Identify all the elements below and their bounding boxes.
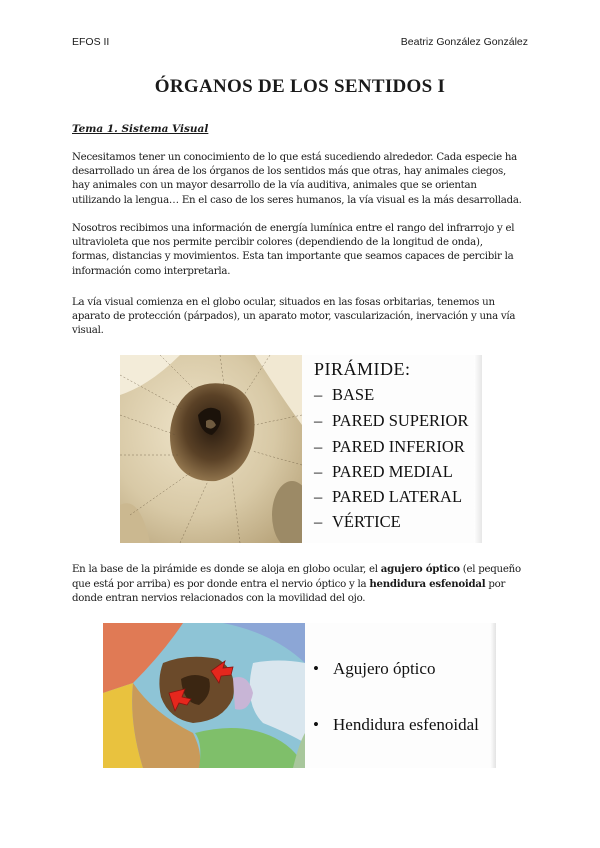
pyramid-title: PIRÁMIDE:: [314, 359, 411, 379]
foramina-item: • Agujero óptico: [313, 659, 436, 678]
pyramid-item: – PARED INFERIOR: [314, 437, 465, 456]
paragraph-3: La vía visual comienza en el globo ocular, situados en las fosas orbitarias, tenemos un aparato de protección (párpados), un aparato motor, vascularización, inervación y una vía visual.: [72, 297, 516, 337]
pyramid-item: – PARED MEDIAL: [314, 462, 453, 481]
pyramid-parts-panel: [302, 355, 482, 543]
orbit-foramina-figure: [103, 623, 496, 768]
paragraph-2: Nosotros recibimos una información de energía lumínica entre el rango del infrarrojo y el ultravioleta que nos permite percibir colores (dependiendo de la longitud de onda), formas, distancias y movimientos. Esta tan importante que seamos capaces de percibir la información como interpretarla.: [72, 223, 515, 277]
foramina-item: • Hendidura esfenoidal: [313, 715, 479, 734]
orbit-pyramid-figure: [120, 355, 482, 543]
header-course: EFOS II: [72, 36, 110, 48]
section-title: Tema 1. Sistema Visual: [72, 123, 209, 135]
header-author: Beatriz González González: [400, 36, 528, 48]
pyramid-item: – PARED LATERAL: [314, 487, 463, 506]
term-optic-foramen: agujero óptico: [380, 563, 460, 575]
orbit-skull-image: [120, 355, 302, 543]
page-header: [72, 36, 528, 50]
pyramid-item: – BASE: [314, 385, 375, 404]
term-sphenoid-fissure: hendidura esfenoidal: [369, 578, 486, 591]
page-title: ÓRGANOS DE LOS SENTIDOS I: [154, 76, 446, 97]
foramina-labels-panel: [305, 623, 496, 768]
pyramid-item: – PARED SUPERIOR: [314, 411, 469, 430]
paragraph-1: Necesitamos tener un conocimiento de lo que está sucediendo alrededor. Cada especie ha desarrollado un área de los órganos de los sentidos más que otras, hay animales ciegos, hay animales con un mayor desarrollo de la vía auditiva, animales que se orientan utilizando la lengua… En el caso de los seres humanos, la vía visual es la más desarrollada.: [72, 152, 522, 206]
paragraph-4: En la base de la pirámide es donde se aloja en globo ocular, el agujero óptico (el pequeño que está por arriba) es por donde entra el nervio óptico y la hendidura esfenoidal por donde entran nervios relacionados con la movilidad del ojo.: [72, 563, 521, 605]
orbit-colored-bones-image: [103, 623, 305, 768]
pyramid-item: – VÉRTICE: [314, 512, 401, 531]
